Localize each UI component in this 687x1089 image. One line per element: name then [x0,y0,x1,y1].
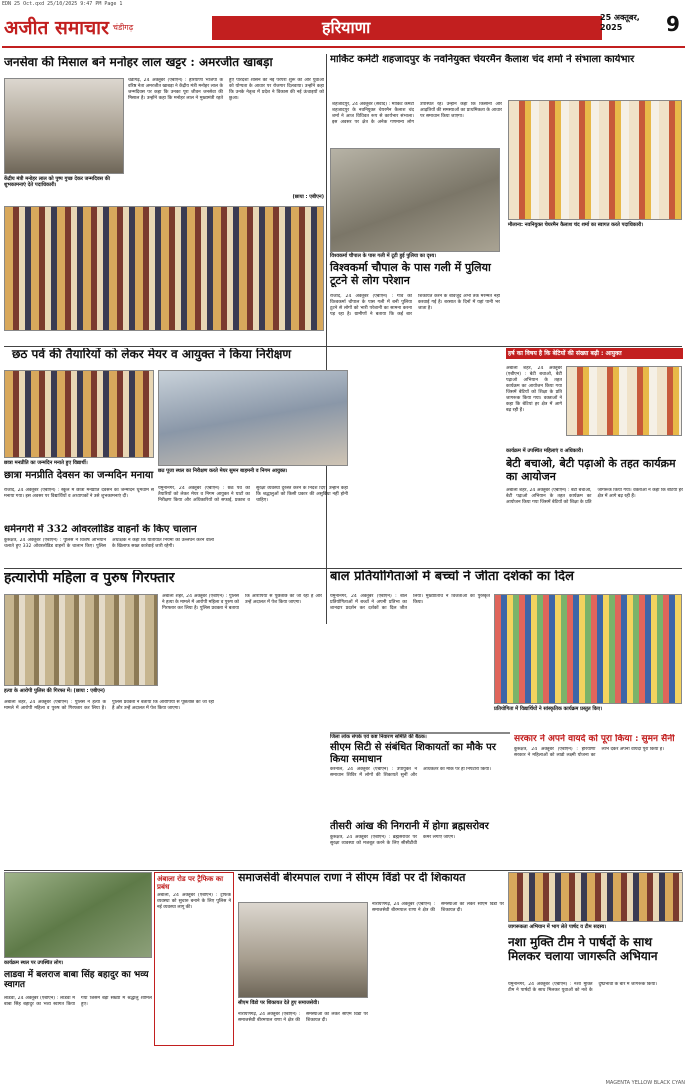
sidebar-box [506,348,683,359]
headline: मार्किट कमेटी शहजादपुर के नवनियुक्त चेयरमैन कैलाश चंद शर्मा ने संभाला कार्यभार [330,54,635,65]
headline: अंबाला रोड पर ट्रैफिक का प्रबंध [157,874,224,892]
photo-caption: छात्रा मनप्रीति का जन्मदिन मनाते हुए विद्यार्थी। [4,460,88,466]
photo-caption: कार्यक्रम स्थल पर उपस्थित लोग। [4,960,64,966]
story-body: यमुनानगर, 24 अक्तूबर (एबीएन) : नशा मुक्ति टीम ने पार्षदों के साथ मिलकर युवाओं को नशे के दुष्प्रभावों के बारे में जागरूक किया। [508,982,658,993]
story-body: अंबाला शहर, 24 अक्तूबर (एबीएन) : बेटी बचाओ, बेटी पढ़ाओ अभियान के तहत कार्यक्रम का आयोजन किया गया जिसमें बेटियों को शिक्षा के प्रति जागरूक किया गया। वक्ताओं ने कहा कि बेटियां हर क्षेत्र में आगे बढ़ रही हैं। [506,488,683,505]
photo-awareness [508,872,683,922]
story-overloaded [4,524,322,564]
story-body: करनाल, 24 अक्तूबर (एबीएन) : उपायुक्त ने समाधान शिविर में लोगों की शिकायतें सुनीं और अधिकतर का मौके पर ही निपटारा किया। [330,767,491,778]
headline-2: तीसरी आंख की निगरानी में होगा ब्रह्मसरोवर [330,821,489,832]
photo-broken-culvert [330,148,500,252]
photo-caption: जिला लोक संपर्क एवं कष्ट निवारण समिति की बैठक। [330,734,427,740]
box-body: अंबाला शहर, 24 अक्तूबर (एबीएन) : बेटी बचाओ, बेटी पढ़ाओ अभियान के तहत कार्यक्रम का आयोजन किया गया जिसमें बेटियों को शिक्षा के प्रति जागरूक किया गया। वक्ताओं ने कहा कि बेटियां हर क्षेत्र में आगे बढ़ रही हैं। [506,366,562,413]
box-headline: हर्ष का विषय है कि बेटियों की संख्या बढ़ी : आयुक्त [508,350,622,357]
headline: धर्मनगरी में 332 ओवरलोडिड वाहनों के किए चालान [4,524,197,535]
story-body: लाडवा, 24 अक्तूबर (एबीएन) : लाडवा में बाबा सिंह बहादुर का भव्य स्वागत किया गया जिसमें बड़ी संख्या में श्रद्धालु शामिल हुए। [4,996,152,1007]
photo-caption: छठ पूजा स्थल का निरीक्षण करते मेयर सुमन बाहमनी व निगम आयुक्त। [158,468,288,474]
photo-chairman [508,100,682,220]
story-competition [330,570,683,730]
headline: छठ पर्व की तैयारियों को लेकर मेयर व आयुक्त ने किया निरीक्षण [12,348,292,361]
culvert-caption: विश्वकर्मा चौपाल के पास गली में टूटी हुई पुलिया का दृश्य। [330,253,437,259]
story-body-2: अंबाला शहर, 24 अक्तूबर (एबीएन) : पुलिस ने हत्या के मामले में आरोपी महिला व पुरुष को गिरफ्तार कर लिया है। पुलिस प्रवक्ता ने बताया कि आरोपियों से पूछताछ की जा रही है और उन्हें अदालत में पेश किया जाएगा। [4,700,214,711]
photo-accused [4,594,158,686]
photo-credit: (छाया : एबीएन) [292,194,324,200]
story-body: यमुनानगर, 24 अक्तूबर (एबीएन) : बाल प्रतियोगिताओं में बच्चों ने अपनी प्रतिभा का शानदार प्रदर्शन कर दर्शकों का दिल जीत लिया। मुख्यातिथि ने विजेताओं को पुरस्कृत किया। [330,594,490,611]
logo-title: अजीत समाचार [4,17,109,39]
story-body: कुरुक्षेत्र, 24 अक्तूबर (एबीएन) : हरियाणा सरकार ने महिलाओं को लाडो लक्ष्मी योजना का लाभ देकर अपना वायदा पूरा किया है। [514,747,664,759]
story-body: शहजादपुर, 24 अक्तूबर (संवाद) : मार्किट कमेटी शहजादपुर के नवनियुक्त चेयरमैन कैलाश चंद शर्मा ने आज विधिवत रूप से कार्यभार संभाला। इस अवसर पर क्षेत्र के अनेक गणमान्य लोग उपस्थित रहे। उन्होंने कहा कि किसानों और आढ़तियों की समस्याओं का प्राथमिकता के आधार पर समाधान किया जाएगा। [332,102,502,125]
story-body: नारायणगढ़, 24 अक्तूबर (एबीएन) : समाजसेवी बीरमपाल राणा ने क्षेत्र की समस्याओं को लेकर सीएम विंडो पर शिकायत दी। [372,902,504,913]
photo-children [494,594,682,704]
headline: बाल प्रतियोगिताओं में बच्चों ने जीता दर्शकों का दिल [330,570,574,584]
photo-event [4,206,324,331]
photo-complaint [238,902,368,998]
print-strip: EDN 25 Oct.qxd 25/10/2025 9:47 PM Page 1 [2,1,123,7]
photo-caption: जागरूकता अभियान में भाग लेते पार्षद व टीम सदस्य। [508,924,607,930]
photo-birthday-class [4,370,154,458]
story-traffic [154,872,234,1072]
page-number: 9 [666,12,680,36]
headline: हत्यारोपी महिला व पुरुष गिरफ्तार [4,570,175,586]
story-body-2: नारायणगढ़, 24 अक्तूबर (एबीएन) : समाजसेवी बीरमपाल राणा ने क्षेत्र की समस्याओं को लेकर सीएम विंडो पर शिकायत दी। [238,1012,368,1023]
headline: नशा मुक्ति टीम ने पार्षदों के साथ मिलकर चलाया जागरूति अभियान [508,935,658,963]
story-body-2: यमुनानगर, 24 अक्तूबर (एबीएन) : छठ पर्व की तैयारियों को लेकर मेयर व निगम आयुक्त ने घाटों का निरीक्षण किया और अधिकारियों को सफाई, प्रकाश व सुरक्षा व्यवस्था दुरुस्त करने के निर्देश दिए। उन्होंने कहा कि श्रद्धालुओं को किसी प्रकार की असुविधा नहीं होनी चाहिए। [158,486,348,503]
story-body: राजौंद, 24 अक्तूबर (एबीएन) : स्कूल में छात्रा मनप्रीति देवसन का जन्मदिन धूमधाम से मनाया गया। इस अवसर पर विद्यार्थियों व अध्यापकों ने उसे शुभकामनाएं दीं। [4,488,154,499]
story-cm-city-block [330,734,510,868]
story-cm-window [238,872,504,1072]
photo-caption: मौलाना: नवनियुक्त चेयरमैन कैलाश चंद शर्मा का स्वागत करते पदाधिकारी। [508,222,644,228]
logo-city: चंडीगढ़ [112,22,134,32]
photo-inspection [158,370,348,466]
issue-date: 25 अक्तूबर, 2025 [600,13,640,32]
story-body: चंडीगढ़, 24 अक्तूबर (एबीएन) : हरियाणा भाजपा के वरिष्ठ नेता अमरजीत खाबड़ा ने केंद्रीय मंत्री मनोहर लाल के जन्मदिवस पर कहा कि उनका पूरा जीवन जनसेवा की मिसाल है। उन्होंने कहा कि मनोहर लाल ने मुख्यमंत्री रहते हुए पारदर्शी शासन की नई परंपरा शुरू की और युवाओं को योग्यता के आधार पर रोजगार दिलवाया। उन्होंने कहा कि उनके नेतृत्व में प्रदेश ने विकास की नई ऊंचाइयों को छुआ। [128,78,324,101]
story-khabra [4,56,324,336]
photo-caption: प्रतियोगिता में विद्यार्थियों ने सांस्कृतिक कार्यक्रम प्रस्तुत किए। [494,706,603,712]
photo-ladwa-event [4,872,152,958]
photo-caption: हत्या के आरोपी पुलिस की गिरफ्त में। (छाया : एबीएन) [4,688,106,694]
headline: सरकार ने अपने वायदे को पूरा किया : सुमन सैनी [514,734,675,744]
story-arrest [4,570,322,870]
culvert-body: राजौंद, 24 अक्तूबर (एबीएन) : गांव की विश्वकर्मा चौपाल के पास गली में बनी पुलिया टूटने से लोगों को भारी परेशानी का सामना करना पड़ रहा है। ग्रामीणों ने बताया कि कई बार शिकायत करने के बावजूद अभी तक मरम्मत नहीं करवाई गई है। बरसात के दिनों में यहां पानी भर जाता है। [330,294,500,317]
story-ladwa [4,872,152,1072]
culvert-headline: विश्वकर्मा चौपाल के पास गली में पुलिया टूटने से लोग परेशान [330,261,491,287]
headline: बेटी बचाओ, बेटी पढ़ाओ के तहत कार्यक्रम का आयोजन [506,457,676,483]
story-suman-saini [514,734,683,868]
headline: लाडवा में बलराज बाबा सिंह बहादुर का भव्य स्वागत [4,970,149,991]
section-banner: हरियाणा [212,16,602,40]
headline: छात्रा मनप्रीति देवसन का जन्मदिन मनाया [4,470,154,481]
photo-greeting [4,78,124,174]
headline: जनसेवा की मिसाल बने मनोहर लाल खट्टर : अमरजीत खाबड़ा [4,56,273,69]
story-body: अंबाला, 24 अक्तूबर (एबीएन) : ट्रैफिक व्यवस्था को सुचारु बनाने के लिए पुलिस ने नई व्यवस्था लागू की। [157,893,231,911]
color-registration-tag: MAGENTA YELLOW BLACK CYAN [605,1080,685,1086]
story-body: अंबाला शहर, 24 अक्तूबर (एबीएन) : पुलिस ने हत्या के मामले में आरोपी महिला व पुरुष को गिरफ्तार कर लिया है। पुलिस प्रवक्ता ने बताया कि आरोपियों से पूछताछ की जा रही है और उन्हें अदालत में पेश किया जाएगा। [162,594,322,611]
story-beti-bachao [506,348,683,568]
story-body: कुरुक्षेत्र, 24 अक्तूबर (एबीएन) : पुलिस ने विशेष अभियान चलाते हुए 332 ओवरलोडिड वाहनों के चालान किए। पुलिस अधीक्षक ने कहा कि यातायात नियमों का उल्लंघन करने वालों के खिलाफ सख्त कार्रवाई जारी रहेगी। [4,538,214,549]
story-nasha-mukti [508,872,683,1072]
newspaper-logo [4,10,194,44]
story-body-2: कुरुक्षेत्र, 24 अक्तूबर (एबीएन) : ब्रह्मसरोवर पर सुरक्षा व्यवस्था को मजबूत करने के लिए सीसीटीवी कैमरे लगाए जाएंगे। [330,834,455,846]
photo-caption: केंद्रीय मंत्री मनोहर लाल को पुष्प गुच्छ देकर जन्मदिवस की शुभकामनाएं देते पदाधिकारी। [4,176,110,188]
sidebar-box [154,872,234,1046]
headline: सीएम सिटी से संबंधित शिकायतों का मौके पर किया समाधान [330,742,496,765]
photo-caption: कार्यक्रम में उपस्थित महिलाएं व अधिकारी। [506,448,584,454]
photo-beti-event [566,366,682,436]
photo-caption: सीएम विंडो पर शिकायत देते हुए समाजसेवी। [238,1000,320,1006]
headline: समाजसेवी बीरमपाल राणा ने सीएम विंडो पर दी शिकायत [238,872,466,884]
masthead [2,8,685,48]
